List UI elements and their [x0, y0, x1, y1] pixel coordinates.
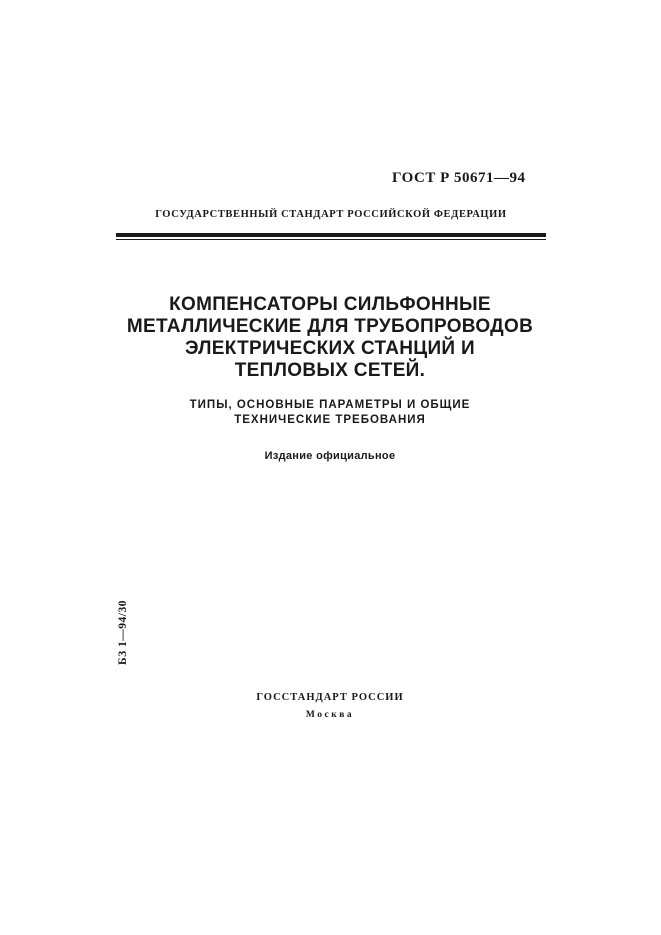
header-rule-thin: [116, 239, 546, 240]
subtitle-line: ТИПЫ, ОСНОВНЫЕ ПАРАМЕТРЫ И ОБЩИЕ: [189, 399, 471, 411]
title-line: ТЕПЛОВЫХ СЕТЕЙ.: [234, 360, 426, 381]
side-code: БЗ 1—94/30: [117, 600, 129, 665]
title-line: КОМПЕНСАТОРЫ СИЛЬФОННЫЕ: [169, 294, 491, 315]
edition-note: Издание официальное: [264, 450, 396, 462]
document-subtitle: [110, 398, 550, 428]
document-number: ГОСТ Р 50671—94: [392, 170, 526, 186]
subtitle-line: ТЕХНИЧЕСКИЕ ТРЕБОВАНИЯ: [234, 414, 426, 426]
publisher-city: Москва: [305, 710, 355, 720]
header-rule-thick: [116, 233, 546, 237]
document-title: [110, 294, 550, 382]
title-line: МЕТАЛЛИЧЕСКИЕ ДЛЯ ТРУБОПРОВОДОВ: [126, 316, 534, 337]
publisher-name: ГОССТАНДАРТ РОССИИ: [256, 692, 404, 703]
title-line: ЭЛЕКТРИЧЕСКИХ СТАНЦИЙ И: [185, 338, 475, 359]
standard-heading: ГОСУДАРСТВЕННЫЙ СТАНДАРТ РОССИЙСКОЙ ФЕДЕРАЦИИ: [155, 209, 507, 220]
